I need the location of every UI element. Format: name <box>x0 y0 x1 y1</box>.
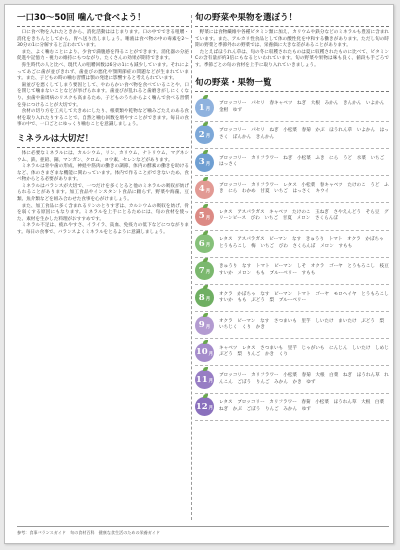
month-badge <box>195 397 214 416</box>
month-badge <box>195 316 214 335</box>
month-number: 7 <box>198 265 205 276</box>
paragraph: ミネラル不足は、疲れやすさ、イライラ、貧血、免疫力の低下などにつながります。毎日の食事で、バランスよくミネラルをとるように意識しましょう。 <box>17 223 189 236</box>
section-heading-minerals: ミネラルは大切だ！ <box>17 134 189 148</box>
month-unit: 月 <box>205 243 211 249</box>
month-badge <box>195 343 214 362</box>
month-unit: 月 <box>205 188 211 194</box>
month-unit: 月 <box>205 134 211 140</box>
paragraph: ミネラルはバランスが大切で、一つだけを多くとると他のミネラルの吸収が妨げられることがあります。加工食品やインスタント食品に頼らず、野菜や海藻、豆類、魚介類などを組み合わせた食事を心がけましょう。 <box>17 183 189 203</box>
month-unit: 月 <box>205 297 211 303</box>
leaf-icon <box>203 231 208 235</box>
leaf-icon <box>203 204 208 208</box>
paragraph: 野菜には食物繊維や各種ビタミン類に加え、カリウムや鉄分などのミネラルも豊富に含まれています。また、アルカリ性食品として体の酸性化を中和する働きがあります。ただし旬の時期の野菜と季節外れの野菜では、栄養価に大きな差があることがあります。 <box>195 30 389 49</box>
month-number: 8 <box>198 292 205 303</box>
leaf-icon <box>203 95 208 99</box>
leaf-icon <box>203 122 208 126</box>
section-chewing <box>17 13 189 129</box>
leaf-icon <box>203 394 208 398</box>
month-row <box>195 122 389 149</box>
month-row <box>195 258 394 285</box>
month-row <box>195 285 394 312</box>
section-heading-seasonal: 旬の野菜や果物を選ぼう！ <box>195 13 389 27</box>
produce-items: キャベツ レタス さつまいも 里芋 じゃがいも にんじん しいたけ しめじ ぶどう 梨 りんご かき くり <box>219 345 394 358</box>
month-row <box>195 203 389 230</box>
produce-items: ブロッコリー パセリ 春キャベツ ねぎ 大根 みかん きんかん いよかん 金柑 ゆず <box>219 101 389 113</box>
leaf-icon <box>203 258 208 262</box>
paragraph: 弥生時代の人と比べ、現代人の咀嚼回数は6分の1にも減少しています。それによってあごに歯が並びきれず、歯並びの悪化や顎関節症の問題などが生まれています。また、子どもの時の噛む習慣は顎の発達に影響すると考えられています。 <box>17 62 189 82</box>
month-badge <box>195 98 214 117</box>
month-unit: 月 <box>205 324 211 330</box>
leaf-icon <box>203 177 208 181</box>
month-badge <box>195 288 214 307</box>
month-number: 1 <box>198 102 205 113</box>
month-number: 12 <box>195 401 208 412</box>
paragraph: 歯並びを悪くしてしまう要因として、やわらかい食べ物を食べていることや、口を閉じて噛まないことなどが挙げられます。歯並びが乱れると歯磨きがしにくくなり、虫歯や歯周病のリスクも高まるため、子どものうちからよく噛んで食べる習慣を身につけることが大切です。 <box>17 82 189 108</box>
month-badge <box>195 207 214 226</box>
paragraph: 食材の切り方を工夫して大きめにしたり、根菜類や乾物など噛みごたえのある食材を取り入れたりすることで、自然と噛む回数を増やすことができます。毎日の食事の中で、一口ごとにゆっくり噛むことを意識しましょう。 <box>17 109 189 128</box>
month-row <box>195 149 389 176</box>
produce-items: レタス ブロッコリー カリフラワー 春菊 小松菜 ほうれん草 大根 白菜 ねぎ かぶ ごぼう りんご みかん ゆず <box>219 400 389 412</box>
month-unit: 月 <box>205 161 211 167</box>
month-badge <box>195 180 214 199</box>
month-number: 11 <box>195 374 208 385</box>
month-row <box>195 339 394 366</box>
leaf-icon <box>203 313 208 317</box>
produce-items: オクラ ピーマン なす さつまいも 里芋 しいたけ まいたけ ぶどう 梨 いちじく くり かき <box>219 318 389 331</box>
produce-items: ブロッコリー パセリ ねぎ 小松菜 春菊 かぶ ほうれん草 いよかん はっさく ぽんかん きんかん <box>219 128 389 140</box>
produce-items: ブロッコリー カリフラワー レタス 小松菜 春キャベツ たけのこ うど ふき にら わかめ 甘夏 いちご はっさく キウイ <box>219 182 389 195</box>
month-row <box>195 366 389 393</box>
month-unit: 月 <box>208 351 214 357</box>
month-number: 5 <box>198 211 205 222</box>
month-row <box>195 394 389 421</box>
month-unit: 月 <box>205 215 211 221</box>
right-column <box>195 13 394 421</box>
paragraph: 体に必要なミネラルには、カルシウム、リン、カリウム、ナトリウム、マグネシウム、鉄、亜鉛、銅、マンガン、クロム、ヨウ素、セレンなどがあります。 <box>17 150 189 163</box>
produce-items: ブロッコリー カリフラワー ねぎ 小松菜 ふき にら うど 水菜 いちご はっさく <box>219 155 389 168</box>
month-row <box>195 231 389 258</box>
month-unit: 月 <box>205 270 211 276</box>
leaf-icon <box>203 150 208 154</box>
section-minerals <box>17 134 189 237</box>
section-seasonal <box>195 13 389 70</box>
paragraph: また、よく噛むことにより、少食で満腹感を得ることができます。消化器の分泌促進や記憶力・視力の維持にもつながり、たくさんの効果が期待できます。 <box>17 49 189 62</box>
month-row <box>195 95 389 122</box>
month-number: 3 <box>198 157 205 168</box>
month-badge <box>195 153 214 172</box>
leaf-icon <box>203 285 208 289</box>
produce-items: レタス アスパラガス ピーマン なす きゅうり トマト オクラ かぼちゃ とうもろこし 梅 いちご びわ さくらんぼ メロン すもも <box>219 237 389 249</box>
month-badge <box>195 234 214 253</box>
produce-items: ブロッコリー カリフラワー 小松菜 春菊 大根 白菜 ねぎ ほうれん草 れんこん ごぼう りんご みかん かき ゆず <box>219 373 389 385</box>
month-list <box>195 95 394 421</box>
month-badge <box>195 370 214 389</box>
left-column <box>17 13 189 237</box>
produce-items: きゅうり なす トマト ピーマン しそ オクラ ゴーヤ とうもろこし 枝豆 すいか メロン もも ブルーベリー すもも <box>219 264 394 276</box>
produce-items: オクラ かぼちゃ なす ピーマン トマト ゴーヤ モロヘイヤ とうもろこし すいか もも ぶどう 梨 ブルーベリー <box>219 291 394 303</box>
leaf-icon <box>203 340 208 344</box>
month-badge <box>195 261 214 280</box>
paragraph: また、加工食品に多く含まれるリンのとりすぎは、カルシウムの吸収を妨げ、骨を弱くする原因にもなります。ミネラルを上手にとるためには、旬の食材を使った、素材を生かした料理がおすすめです。 <box>17 203 189 222</box>
column-divider <box>191 15 192 520</box>
month-row <box>195 312 389 339</box>
paragraph: 口に食べ物を入れたときから、消化活動ははじまります。口の中でできる咀嚼・消化をきちんとしてから、胃へ送り出しましょう。唾液は食べ物の中の毒素を2～30分の1に分解すると言われています。 <box>17 30 189 49</box>
section-heading-chewing: 一口30～50回 噛んで食べよう！ <box>17 13 189 27</box>
paragraph: ミネラルは骨や歯の形成、神経や筋肉の働きの調節、体内の酵素の働きを助けるなど、体のさまざまな機能に関わっています。体内で作ることができないため、食べ物からとる必要があります。 <box>17 164 189 183</box>
month-unit: 月 <box>208 379 214 385</box>
produce-items: レタス アスパラガス キャベツ たけのこ 玉ねぎ さやえんどう そら豆 グリーンピース びわ いちご 甘夏 メロン さくらんぼ <box>219 210 389 222</box>
month-number: 9 <box>198 320 205 331</box>
month-unit: 月 <box>208 406 214 412</box>
month-number: 6 <box>198 238 205 249</box>
page-sheet <box>4 4 394 544</box>
leaf-icon <box>203 367 208 371</box>
month-badge <box>195 125 214 144</box>
section-heading-produce-list: 旬の野菜・果物一覧 <box>195 78 389 92</box>
month-number: 2 <box>198 129 205 140</box>
month-unit: 月 <box>205 107 211 113</box>
footer-references: 参考：食事バランスガイド 旬の食材百科 健康な食生活のための栄養ガイド <box>17 526 389 536</box>
paragraph: たとえばほうれん草は、旬の冬に収穫されたものは夏に収穫されたものに比べて、ビタミンCの含有量が約3倍にもなるといわれています。旬の野菜や果物は味も良く、値段も手ごろです。季節ごとの旬の食材を上手に取り入れていきましょう。 <box>195 49 389 68</box>
month-row <box>195 176 389 203</box>
month-number: 4 <box>198 184 205 195</box>
month-number: 10 <box>195 347 208 358</box>
